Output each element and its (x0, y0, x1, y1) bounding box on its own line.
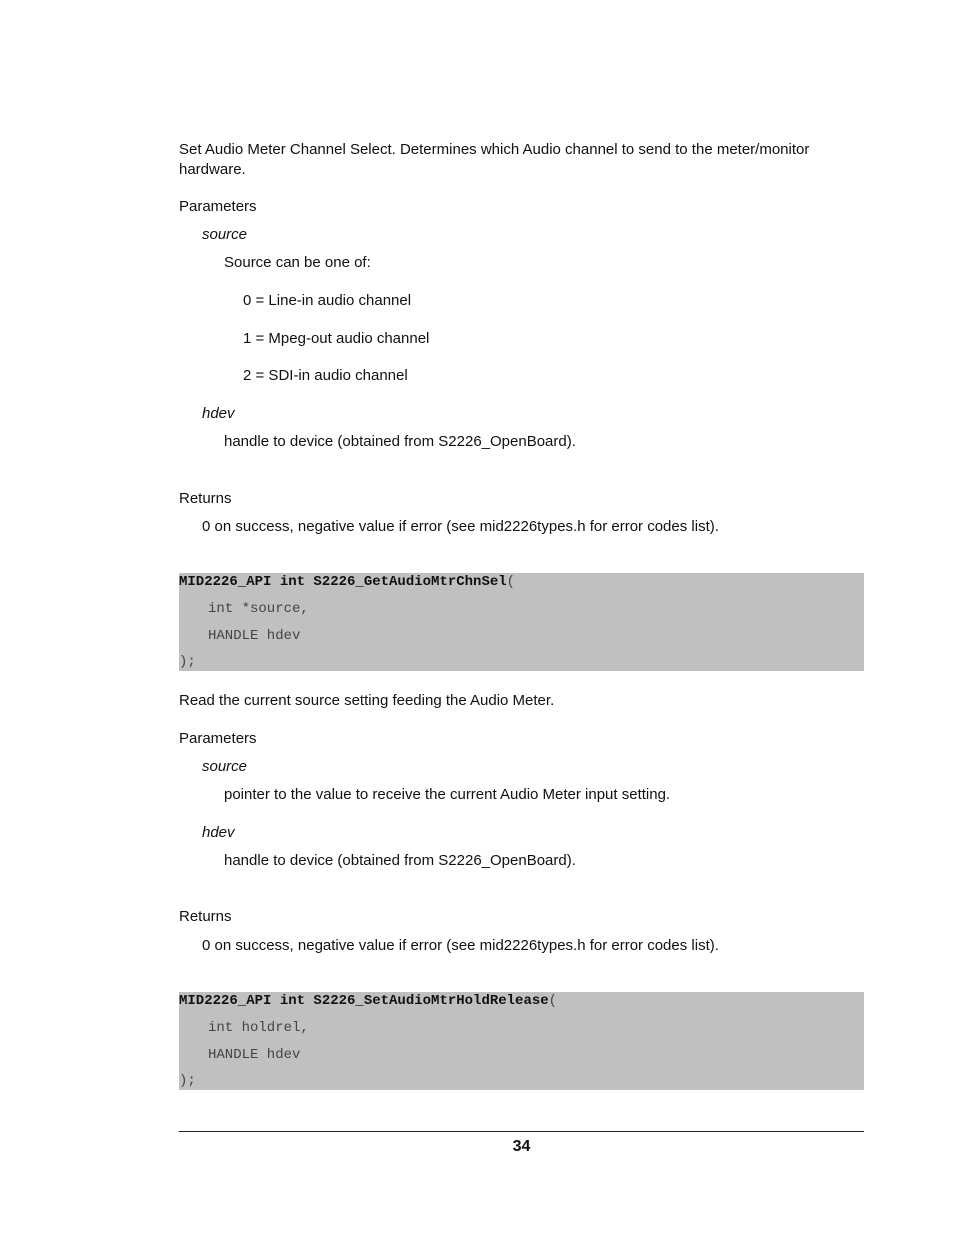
code-close: ); (179, 654, 196, 670)
param-name-source: source (202, 758, 248, 775)
param-name-hdev: hdev (202, 824, 235, 841)
source-option: 1 = Mpeg-out audio channel (243, 330, 430, 347)
parameters-heading: Parameters (179, 730, 257, 747)
code-close: ); (179, 1073, 196, 1089)
function-signature: MID2226_API int S2226_GetAudioMtrChnSel (179, 574, 507, 590)
code-signature-line (179, 992, 557, 1010)
code-block (179, 992, 864, 1090)
param-name-hdev: hdev (202, 405, 235, 422)
param-name-source: source (202, 226, 248, 243)
returns-desc: 0 on success, negative value if error (see mid2226types.h for error codes list). (202, 518, 719, 535)
function-signature: MID2226_API int S2226_SetAudioMtrHoldRelease (179, 993, 549, 1009)
section1-description: Set Audio Meter Channel Select. Determines which Audio channel to send to the meter/monitor hardware. (179, 141, 810, 178)
returns-desc: 0 on success, negative value if error (see mid2226types.h for error codes list). (202, 937, 719, 954)
code-arg: HANDLE hdev (208, 628, 301, 644)
param-desc-hdev: handle to device (obtained from S2226_OpenBoard). (224, 852, 576, 869)
open-paren: ( (548, 993, 558, 1009)
code-block (179, 573, 864, 671)
code-signature-line (179, 573, 515, 591)
page-number: 34 (512, 1138, 531, 1155)
code-arg: HANDLE hdev (208, 1047, 301, 1063)
section2-description: Read the current source setting feeding the Audio Meter. (179, 692, 555, 709)
returns-heading: Returns (179, 490, 232, 507)
source-option: 0 = Line-in audio channel (243, 292, 412, 309)
parameters-heading: Parameters (179, 198, 257, 215)
code-arg: int *source, (208, 601, 309, 617)
param-desc-source: pointer to the value to receive the current Audio Meter input setting. (224, 786, 671, 803)
param-desc-hdev: handle to device (obtained from S2226_OpenBoard). (224, 433, 576, 450)
footer-rule (179, 1131, 864, 1132)
code-arg: int holdrel, (208, 1020, 309, 1036)
param-desc-source: Source can be one of: (224, 254, 371, 271)
source-option: 2 = SDI-in audio channel (243, 367, 408, 384)
returns-heading: Returns (179, 908, 232, 925)
open-paren: ( (506, 574, 516, 590)
